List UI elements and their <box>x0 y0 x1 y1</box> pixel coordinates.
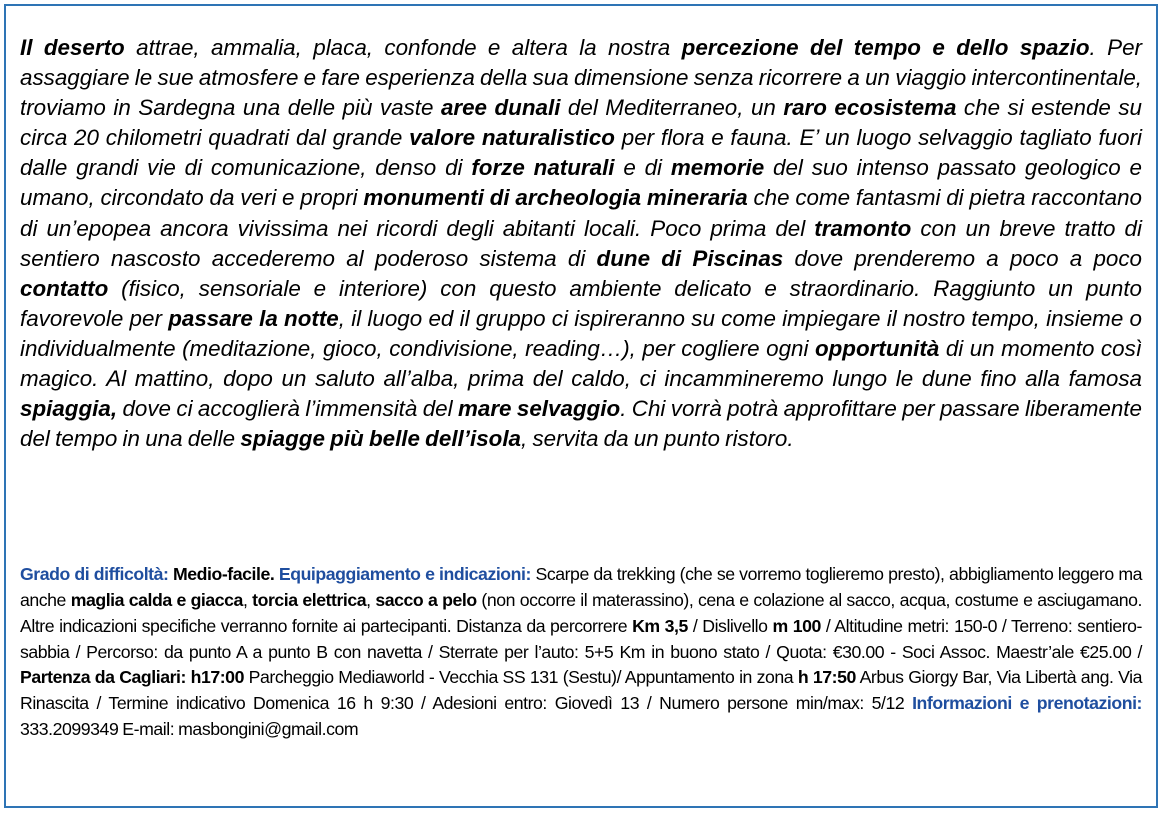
trip-details-paragraph <box>20 562 1142 743</box>
bold-text-run: percezione del tempo e dello spazio <box>681 35 1090 60</box>
text-run: dove ci accoglierà l’immensità del <box>117 396 458 422</box>
bold-text-run: h 17:50 <box>797 667 856 688</box>
bold-text-run: maglia calda e giacca <box>70 589 243 610</box>
bold-text-run: forze naturali <box>471 155 615 181</box>
text-run: . Chi vorrà potrà approfittare per passare liberamente del tempo in una delle <box>20 396 1142 452</box>
bold-text-run: Km 3,5 <box>632 615 688 636</box>
bold-text-run: raro ecosistema <box>783 95 957 121</box>
text-run: che come fantasmi di pietra raccontano di un’epopea ancora vivissima nei ricordi degli abitanti locali. Poco prima del <box>20 185 1142 241</box>
bold-text-run: memorie <box>670 155 765 181</box>
text-run: , il luogo ed il gruppo ci ispireranno su come impiegare il nostro tempo, insieme o individualmente (meditazione, gioco, condivisione, reading…), per cogliere ogni <box>20 305 1142 361</box>
bold-text-run: mare selvaggio <box>457 396 621 422</box>
text-run: Parcheggio Mediaworld - Vecchia SS 131 (Sestu)/ Appuntamento in zona <box>243 667 798 688</box>
section-label: Grado di difficoltà: <box>20 564 169 584</box>
text-run: Arbus Giorgy Bar, Via Libertà ang. Via Rinascita / Termine indicativo Domenica 16 h 9:30 / Adesioni entro: Giovedì 13 / Numero persone min/max: 5/12 <box>20 667 1143 714</box>
section-label: Equipaggiamento e indicazioni: <box>278 564 531 584</box>
text-run: / Dislivello <box>687 615 773 636</box>
bold-text-run: aree dunali <box>440 95 561 121</box>
text-run: che si estende su circa 20 chilometri quadrati dal grande <box>20 95 1143 151</box>
text-run: . Per assaggiare le sue atmosfere e fare esperienza della sua dimensione senza ricorrere a un viaggio intercontinentale, troviamo in Sardegna una delle più vaste <box>20 35 1142 121</box>
text-run: del suo intenso passato geologico e umano, circondato da veri e propri <box>20 155 1142 211</box>
bold-text-run: valore naturalistico <box>409 125 615 151</box>
description-paragraph <box>20 33 1142 454</box>
text-run: , <box>242 589 253 610</box>
bold-text-run: opportunità <box>814 335 940 361</box>
text-run: Scarpe da trekking (che se vorremo toglieremo presto), abbigliamento leggero ma anche <box>20 564 1142 610</box>
bold-text-run: torcia elettrica <box>252 589 367 610</box>
bold-text-run: Partenza da Cagliari: h17:00 <box>20 667 244 688</box>
text-run: e di <box>614 155 671 181</box>
text-run: / Altitudine metri: 150-0 / Terreno: sentiero-sabbia / Percorso: da punto A a punto B con navetta / Sterrate per l’auto: 5+5 Km in buono stato / Quota: €30.00 - Soci Assoc. Maestr’ale €25.00 / <box>20 615 1142 662</box>
bold-text-run: contatto <box>20 275 109 301</box>
text-run: (fisico, sensoriale e interiore) con questo ambiente delicato e straordinario. Raggiunto un punto favorevole per <box>20 275 1142 331</box>
text-run: , <box>366 589 376 610</box>
bold-text-run: tramonto <box>814 215 912 241</box>
text-run: 333.2099349 E-mail: masbongini@gmail.com <box>20 719 359 740</box>
section-label: Informazioni e prenotazioni: <box>912 693 1142 714</box>
bold-text-run: passare la notte <box>168 305 339 331</box>
text-run: attrae, ammalia, placa, confonde e altera la nostra <box>124 35 682 60</box>
text-run: (non occorre il materassino), cena e colazione al sacco, acqua, costume e asciugamano. Altre indicazioni specifiche verranno fornite ai partecipanti. Distanza da percorrere <box>20 589 1142 636</box>
bold-text-run: Il deserto <box>20 35 125 60</box>
text-run: , servita da un punto ristoro. <box>521 426 794 452</box>
bold-text-run: spiaggia, <box>20 396 118 422</box>
bold-text-run: m 100 <box>772 615 821 636</box>
text-run: dove prenderemo a poco a poco <box>783 245 1143 271</box>
bold-text-run: sacco a pelo <box>375 589 477 610</box>
text-run: per flora e fauna. E’ un luogo selvaggio tagliato fuori dalle grandi vie di comunicazione, denso di <box>20 125 1142 181</box>
text-run: di un momento così magico. Al mattino, dopo un saluto all’alba, prima del caldo, ci incammineremo lungo le dune fino alla famosa <box>20 335 1142 392</box>
bold-text-run: dune di Piscinas <box>596 245 784 271</box>
bold-text-run: spiagge più belle dell’isola <box>240 426 522 452</box>
bold-text-run: monumenti di archeologia mineraria <box>363 185 748 211</box>
text-run: con un breve tratto di sentiero nascosto accederemo al poderoso sistema di <box>20 215 1142 271</box>
text-run: del Mediterraneo, un <box>560 95 784 121</box>
bold-text-run: Medio-facile. <box>173 564 275 584</box>
